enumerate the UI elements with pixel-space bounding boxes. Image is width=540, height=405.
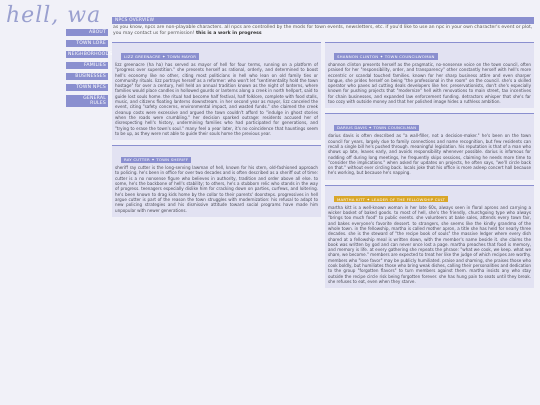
section-intro bbox=[113, 25, 534, 37]
npc-card bbox=[112, 42, 321, 140]
npc-name-tag: LIZZ GREENACRE ✦ TOWN MAYOR bbox=[121, 53, 199, 59]
section-title: NPCS OVERVIEW bbox=[112, 17, 534, 24]
npc-name-tag: SHANNON CLINTON ✦ TOWN COUNCILWOMAN bbox=[334, 53, 438, 59]
nav-item-town-npcs[interactable]: TOWN NPCS bbox=[66, 84, 108, 91]
npc-bio: martha kitt is a well-known woman in her late 60s, always seen in floral aprons and carrying a wicker basket of baked goods. to most of hell, she's the friendly, churchgoing type who always "brings too much food" to public events. she volunteers at bake sales, attends every town fair, and bakes everyone's favorite dessert. to strangers, she seems like the kindly grandma of the whole town. in the fellowship, martha is called mother apron, a title she has held for nearly three decades. she is the steward of "the recipe book of souls" the massive ledger where every dish shared at a fellowship meal is written down, with the member's name beside it. she claims the book was written by god and can never once lost a page. martha preaches that food is memory, and memory is life. at every gathering she repeats the phrase: "what we cook, we keep. what we share, we become." members are expected to treat her like the judge of which recipes are worthy. members who "lose favor" may be publicly humiliated. praise and shaming, she praises those who cook boldly, but humiliates those who bring weak dishes, calling their personalities and dedication to the group "forgotten flavors" to turn members against them. martha insists any who stay outside the recipe circle risk being forgotten forever. she has hung pain to seats until they break. she refuses to eat, even when they starve. bbox=[328, 204, 531, 284]
npc-name-tag: RAY CUTTER ✦ TOWN SHERIFF bbox=[121, 157, 191, 163]
npc-name-tag: MARTHA KITT ✦ LEADER OF THE FELLOWSHIP CULT bbox=[334, 196, 448, 202]
main-content bbox=[112, 17, 534, 293]
npc-card bbox=[325, 185, 534, 288]
npc-bio: lizz greenacre (ha ha) has served as mayor of hell for four terms, running on a platform of "progress over superstition." she presents herself as rational, orderly, and determined to boost hell's economy like no other, citing most politicians in hell who lean on old family ties or community rituals. lizz portrays herself as a reformer: who won't let "sentimentality hold the town hostage" for over a century, hell held an annual tradition known as the night of lanterns, where families would place candles in hollowed gourds or lanterns along a creek in north hellport, said to guide lost souls home. the ritual had become half festival, half folklore, complete with food stalls, music, and citizens floating lanterns downstream. in her second year as mayor, lizz canceled the event, citing "safety concerns, environmental impact, and wasted funds." she claimed the creek cleanup costs were excessive and argued the town couldn't afford to "indulge in ghost stories when the roads were crumbling." her decision sparked outrage: residents accused her of disrespecting hell's history, undermining families who had participated for generations, and "trying to erase the town's soul." many feel a year later, it's no coincidence that hauntings seem to be up, as they were not able to guide their souls home the previous year. bbox=[115, 62, 318, 136]
npc-card bbox=[112, 145, 321, 217]
nav-item-businesses[interactable]: BUSINESSES bbox=[66, 73, 108, 80]
npc-card bbox=[325, 113, 534, 179]
intro-bold-note: this is a work in progress bbox=[195, 31, 262, 36]
nav-item-about[interactable]: ABOUT bbox=[66, 29, 108, 36]
npc-bio: sheriff ray cutter is the long-serving lawman of hell, known for his stern, old-fashioned approach to policing. he's been in office for over two decades and is often described as a sheriff out of time: cutter is a no nonsense figure who believes in authority, tradition and order above all else. to some, he's the backbone of hell's stability; to others, he's a stubborn relic who stands in the way of progress. teenagers especially dislike him for cracking down on parties, curfews, and loitering. he's been known to drag kids home by the collar to their parents' doorsteps. progressives in hell argue cutter is part of the reason the town struggles with modernization: his refusal to adapt to new policing strategies and his dismissive attitude toward social programs have made him unpopular with newer generations. bbox=[115, 165, 318, 213]
nav-item-general-rules[interactable]: GENERAL RULES bbox=[66, 95, 108, 107]
site-logo[interactable]: hell, wa bbox=[6, 3, 102, 28]
intro-text: as you know, npcs are non-playable characters. all npcs are controlled by the mods for town events, newsletters, etc. if you'd like to use an npc in your own character's event or plot, you may contact us for permission! bbox=[113, 25, 533, 36]
npc-bio: darius davis is often described as "a wall-filler, not a decision-maker." he's been on the town council for years, largely due to family connections and name recognition, but few residents can recall a single bill he's pushed through. meaningful legislation. his reputation is that of a man who shows up late, leaves early, and avoids responsibility whenever possible. darius is infamous for nodding off during long meetings, he frequently skips sessions, claiming he needs more time to "consider the implications." when asked for updates on projects, he often says, "we'll circle back on that." without ever circling back. locals joke that his office is more asleep concert hall because he's working, but because he's napping. bbox=[328, 133, 531, 176]
nav-item-neighborhoods[interactable]: NEIGHBORHOODS bbox=[68, 52, 113, 58]
sidebar-nav bbox=[66, 29, 113, 111]
npc-name-tag: DARIUS DAVIS ✦ TOWN COUNCILMAN bbox=[334, 125, 419, 131]
npc-bio: shannon clinton presents herself as the pragmatic, no-nonsense voice on the town council, often praised for her "responsibility, order, and transparency" other constantly herself with hell's more eccentric or scandal touched families. known for her sharp business attire and even sharper tongue, she prides herself on being "the professional in the room" on the council. she's a skilled operator who paves ad cutting deals developers like her. preservationists, don't she's especially known for pushing projects that "modernize" hell with renovations to main street, tax incentives for chain businesses, and expanded law enforcement funding. detractors whisper that she's far too cozy with outside money and that her polished image hides a ruthless ambition. bbox=[328, 62, 531, 105]
npc-column-right bbox=[325, 42, 534, 293]
nav-item-families[interactable]: FAMILIES bbox=[66, 62, 108, 69]
nav-item-town-lore[interactable]: TOWN LORE bbox=[66, 40, 108, 47]
npc-column-left bbox=[112, 42, 321, 293]
npc-card bbox=[325, 42, 534, 108]
